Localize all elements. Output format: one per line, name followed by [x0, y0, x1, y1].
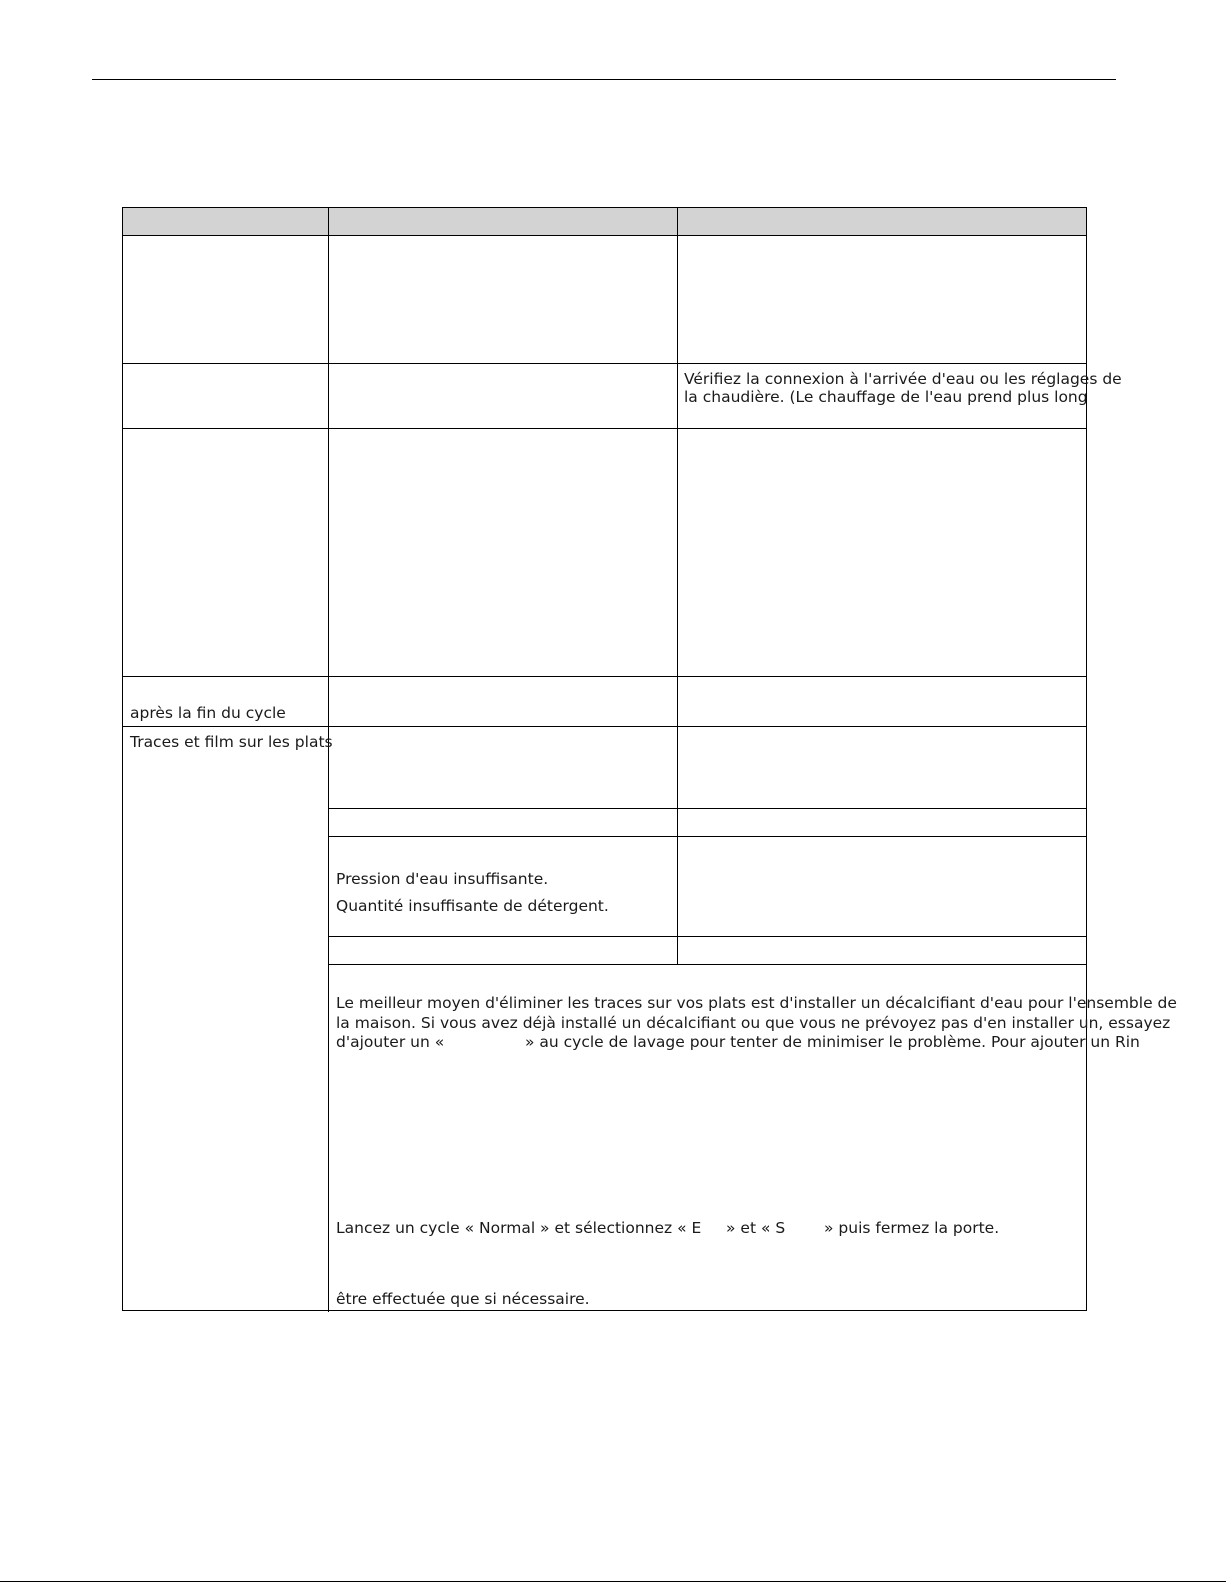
bottom-rule [0, 1581, 1226, 1582]
column-divider-2 [677, 208, 678, 965]
table-header-row [123, 208, 1086, 236]
note-line3a: d'ajouter un « [336, 1033, 445, 1051]
row5c-cause-line2: Quantité insuffisante de détergent. [336, 897, 609, 915]
row-divider [123, 363, 1086, 364]
subrow-divider [328, 836, 1086, 837]
subrow-divider [328, 808, 1086, 809]
subrow-divider [328, 964, 1086, 965]
note-line3b: » au cycle de lavage pour tenter de minimiser le problème. Pour ajouter un Rin [525, 1033, 1140, 1051]
row5c-cause-line1: Pression d'eau insuffisante. [336, 870, 549, 888]
subrow-divider [328, 936, 1086, 937]
troubleshooting-table [122, 207, 1177, 1311]
note-line4b: » et « S [726, 1219, 786, 1237]
row2-solution-line1: Vérifiez la connexion à l'arrivée d'eau ou les réglages de [684, 370, 1122, 388]
column-divider-1 [328, 208, 329, 1312]
note-line4c: » puis fermez la porte. [824, 1219, 1000, 1237]
row-divider [123, 428, 1086, 429]
note-line5: être effectuée que si nécessaire. [336, 1290, 590, 1308]
row2-solution-line2: la chaudière. (Le chauffage de l'eau prend plus long [684, 388, 1088, 406]
row4-problem: après la fin du cycle [130, 704, 286, 722]
note-line4a: Lancez un cycle « Normal » et sélectionnez « E [336, 1219, 702, 1237]
row-divider [123, 676, 1086, 677]
note-line2: la maison. Si vous avez déjà installé un décalcifiant ou que vous ne prévoyez pas d'en installer un, essayez [336, 1014, 1171, 1032]
row5-problem: Traces et film sur les plats [130, 733, 333, 751]
row-divider [123, 726, 1086, 727]
top-rule [92, 79, 1116, 80]
note-line1: Le meilleur moyen d'éliminer les traces sur vos plats est d'installer un décalcifiant d'eau pour l'ensemble de [336, 994, 1177, 1012]
